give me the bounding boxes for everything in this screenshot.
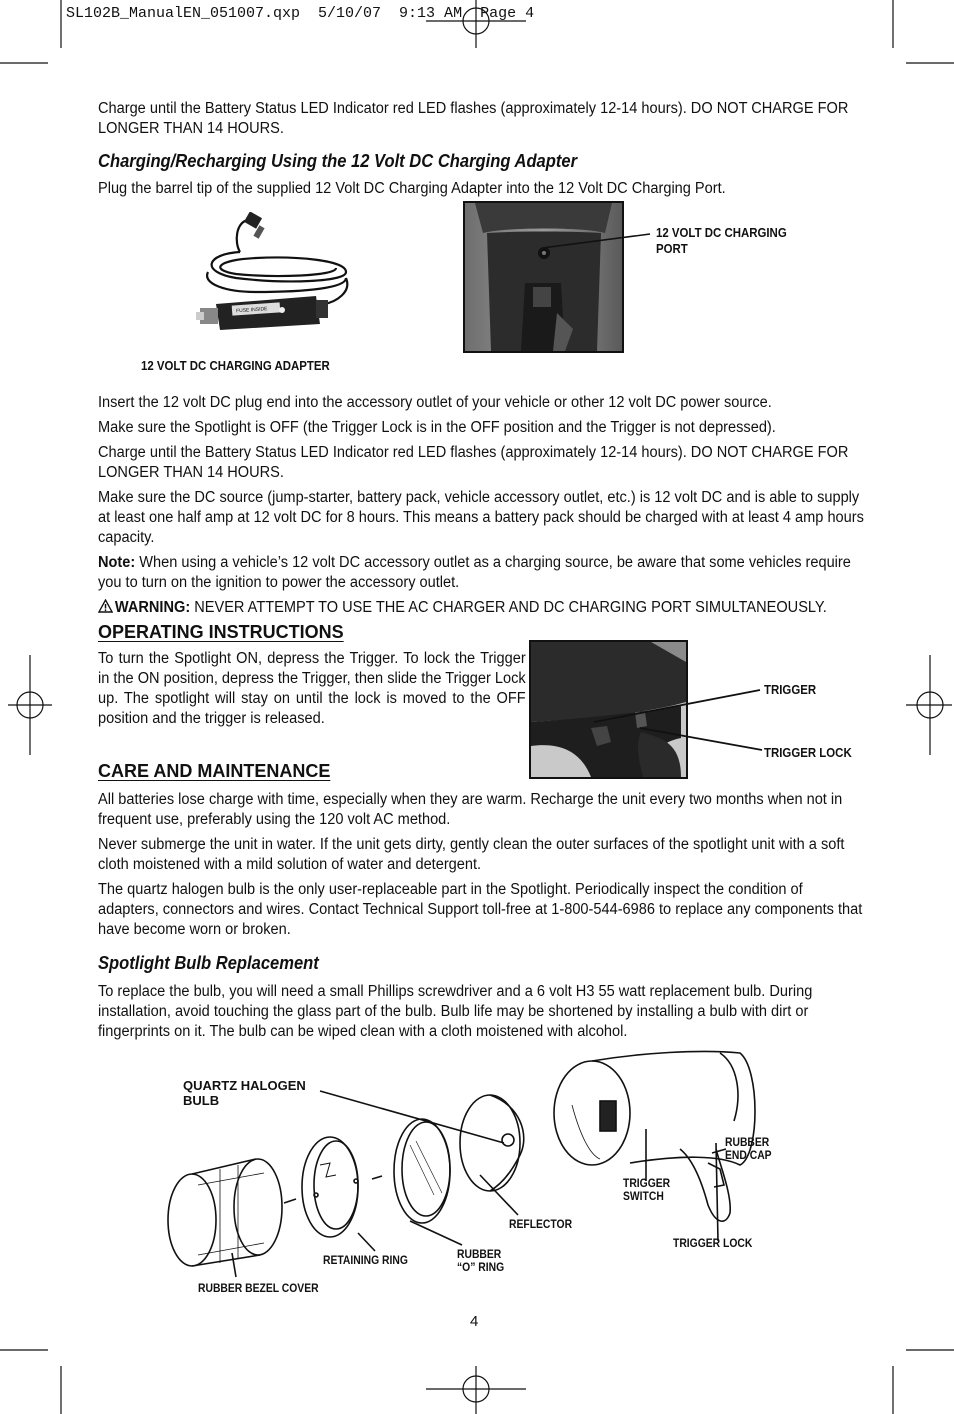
port-caption: 12 VOLT DC CHARGING PORT	[656, 225, 787, 256]
page-number: 4	[470, 1313, 479, 1330]
trigger-lock-caption: TRIGGER LOCK	[764, 745, 852, 760]
bulb-replacement-heading: Spotlight Bulb Replacement	[98, 953, 319, 973]
replaceable-part-text: The quartz halogen bulb is the only user-replaceable part in the Spotlight. Periodically inspect the condition of adapters, connectors and wires. Contact Technical Support toll-free at 1-800-544-6986 to replace any components that have become worn or broken.	[98, 881, 863, 938]
bulb-paragraph: To replace the bulb, you will need a small Phillips screwdriver and a 6 volt H3 55 watt replacement bulb. During installation, avoid touching the glass part of the bulb. Bulb life may be shortened by installing a bulb with dirt or fingerprints on it. The bulb can be wiped clean with a cloth moistened with alcohol.	[98, 983, 813, 1040]
operating-instructions-heading: OPERATING INSTRUCTIONS	[98, 622, 344, 642]
retaining-ring-label: RETAINING RING	[323, 1255, 408, 1267]
battery-charge-text: All batteries lose charge with time, especially when they are warm. Recharge the unit every two months when not in frequent use, preferably using the 120 volt AC method.	[98, 791, 843, 828]
trigger-lock-diagram-label: TRIGGER LOCK	[673, 1238, 753, 1250]
intro-paragraph	[98, 99, 859, 139]
charge-duration-text: Charge until the Battery Status LED Indicator red LED flashes (approximately 12-14 hours). DO NOT CHARGE FOR LONGER THAN 14 HOURS.	[98, 100, 849, 137]
note-label: Note:	[98, 554, 136, 571]
dc-charging-heading: Charging/Recharging Using the 12 Volt DC Charging Adapter	[98, 151, 578, 171]
cleaning-text: Never submerge the unit in water. If the unit gets dirty, gently clean the outer surfaces of the spotlight unit with a soft cloth moistened with a mild solution of water and detergent.	[98, 836, 845, 873]
warning-triangle-icon	[98, 598, 115, 618]
trigger-caption: TRIGGER	[764, 682, 817, 697]
fuse-label: FUSE INSIDE	[235, 306, 268, 315]
warning-paragraph: WARNING: NEVER ATTEMPT TO USE THE AC CHARGER AND DC CHARGING PORT SIMULTANEOUSLY.	[98, 598, 867, 618]
reflector-label: REFLECTOR	[509, 1219, 573, 1231]
spotlight-off-text: Make sure the Spotlight is OFF (the Trigger Lock is in the OFF position and the Trigger is not depressed).	[98, 419, 776, 436]
trigger-switch-label: TRIGGER SWITCH	[623, 1178, 671, 1203]
charge-duration-text-2: Charge until the Battery Status LED Indicator red LED flashes (approximately 12-14 hours). DO NOT CHARGE FOR LONGER THAN 14 HOURS.	[98, 444, 849, 481]
lens-o-ring-part	[394, 1119, 450, 1223]
trigger-callout-lines	[590, 680, 770, 760]
operating-paragraph: To turn the Spotlight ON, depress the Trigger. To lock the Trigger in the ON position, depress the Trigger, then slide the Trigger Lock up. The spotlight will stay on until the lock is moved to the OFF position and the trigger is released.	[98, 650, 526, 727]
note-paragraph: Note: When using a vehicle’s 12 volt DC accessory outlet as a charging source, be aware that some vehicles require you to turn on the ignition to power the accessory outlet.	[98, 554, 851, 591]
insert-plug-text: Insert the 12 volt DC plug end into the accessory outlet of your vehicle or other 12 volt DC power source.	[98, 394, 772, 411]
dc-intro-paragraph: Plug the barrel tip of the supplied 12 Volt DC Charging Adapter into the 12 Volt DC Charging Port.	[98, 180, 726, 197]
rubber-end-cap-label: RUBBER END CAP	[725, 1137, 772, 1162]
rubber-bezel-cover-label: RUBBER BEZEL COVER	[198, 1283, 319, 1295]
file-slug: SL102B_ManualEN_051007.qxp 5/10/07 9:13 AM Page 4	[66, 5, 535, 22]
care-maintenance-heading: CARE AND MAINTENANCE	[98, 761, 331, 781]
reflector-part	[460, 1095, 524, 1191]
dc-adapter-illustration	[196, 212, 361, 340]
dc-source-text: Make sure the DC source (jump-starter, battery pack, vehicle accessory outlet, etc.) is 12 volt DC and is able to supply at least one half amp at 12 volt DC for 8 hours. This means a battery pack should be charged with at least 4 amp hours capacity.	[98, 489, 864, 546]
adapter-caption: 12 VOLT DC CHARGING ADAPTER	[141, 358, 330, 373]
retaining-ring-part	[302, 1137, 358, 1237]
rubber-o-ring-label: RUBBER “O” RING	[457, 1249, 505, 1274]
warning-label: WARNING:	[114, 599, 191, 616]
quartz-bulb-label: QUARTZ HALOGEN BULB	[183, 1078, 306, 1108]
rubber-bezel-cover-part	[168, 1159, 282, 1266]
care-paragraphs	[98, 790, 867, 940]
dc-instructions	[98, 393, 867, 618]
port-callout-line	[540, 224, 660, 254]
